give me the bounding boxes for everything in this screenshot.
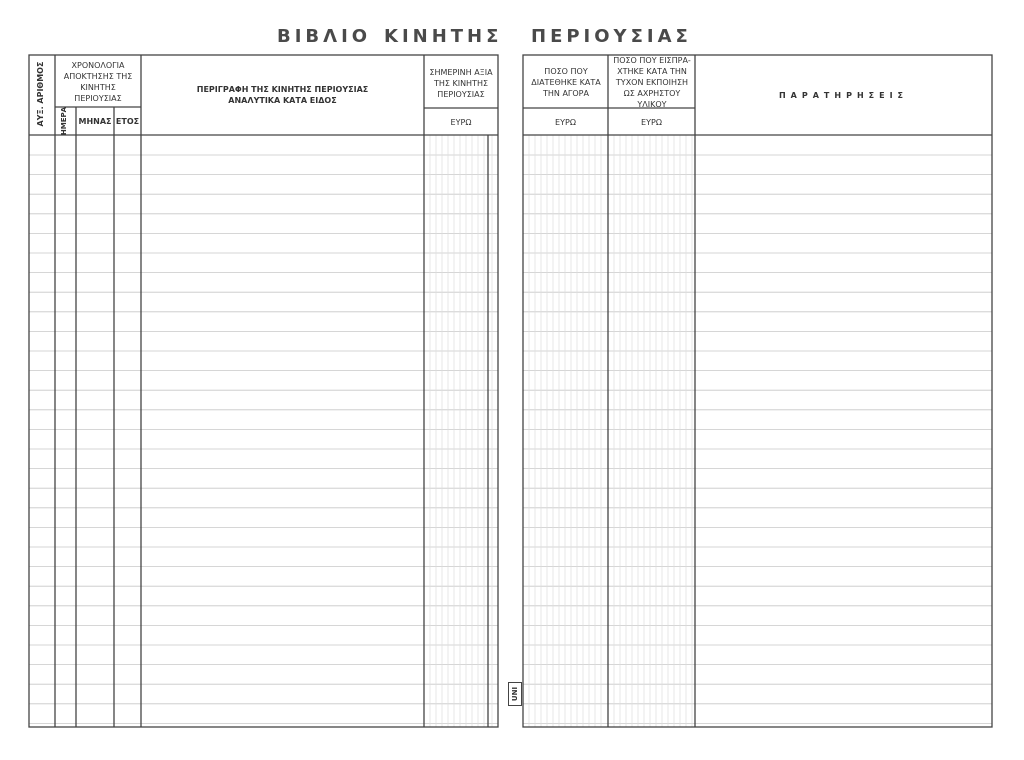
title-word-2: ΚΙΝΗΤΗΣ <box>384 26 503 47</box>
header-day: ΗΜΕΡΑ <box>60 106 68 136</box>
brand-logo-text: UNI <box>511 686 519 702</box>
right-table-border <box>523 55 992 727</box>
header-month: ΜΗΝΑΣ <box>78 116 112 126</box>
left-table-border <box>29 55 498 727</box>
header-description: ΠΕΡΙΓΡΑΦΗ ΤΗΣ ΚΙΝΗΤΗΣ ΠΕΡΙΟΥΣΙΑΣ ΑΝΑΛΥΤΙΚΑ ΚΑΤΑ ΕΙΔΟΣ <box>196 85 369 105</box>
header-sale-currency: ΕΥΡΩ <box>641 117 662 127</box>
header-current-value: ΣΗΜΕΡΙΝΗ ΑΞΙΑ ΤΗΣ ΚΙΝΗΤΗΣ ΠΕΡΙΟΥΣΙΑΣ <box>429 67 493 99</box>
header-chronology: ΧΡΟΝΟΛΟΓΙΑ ΑΠΟΚΤΗΣΗΣ ΤΗΣ ΚΙΝΗΤΗΣ ΠΕΡΙΟΥΣΙΑΣ <box>63 61 133 103</box>
fine-column-lines <box>430 135 692 727</box>
ruled-lines <box>29 155 992 723</box>
table-frame <box>29 55 992 727</box>
header-current-value-currency: ΕΥΡΩ <box>450 117 472 127</box>
header-purchase-currency: ΕΥΡΩ <box>555 117 576 127</box>
header-purchase-amount: ΠΟΣΟ ΠΟΥ ΔΙΑΤΕΘΗΚΕ ΚΑΤΑ ΤΗΝ ΑΓΟΡΑ <box>531 66 601 98</box>
title-word-1: ΒΙΒΛΙΟ <box>277 26 372 47</box>
brand-logo <box>508 682 522 706</box>
header-sale-amount: ΠΟΣΟ ΠΟΥ ΕΙΣΠΡΑ- ΧΤΗΚΕ ΚΑΤΑ ΤΗΝ ΤΥΧΟΝ ΕΚΠΟΙΗΣΗ ΩΣ ΑΧΡΗΣΤΟΥ ΥΛΙΚΟΥ <box>613 55 691 109</box>
header-year: ΕΤΟΣ <box>115 116 140 126</box>
header-remarks: ΠΑΡΑΤΗΡΗΣΕΙΣ <box>778 90 909 100</box>
header-serial-number: ΑΥΞ. ΑΡΙΘΜΟΣ <box>36 61 45 127</box>
title-word-3: ΠΕΡΙΟΥΣΙΑΣ <box>531 26 692 47</box>
